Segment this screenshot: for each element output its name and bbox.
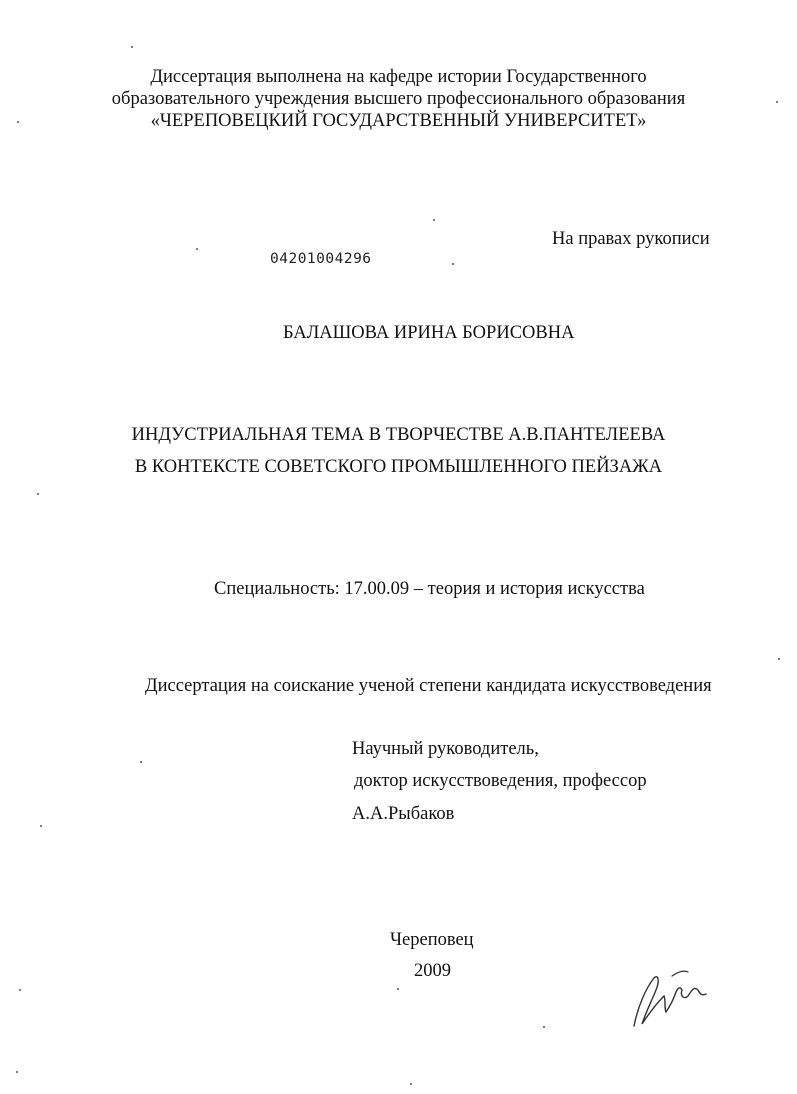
scan-speck	[140, 761, 142, 763]
advisor-name: А.А.Рыбаков	[352, 804, 455, 824]
title-line-2: В КОНТЕКСТЕ СОВЕТСКОГО ПРОМЫШЛЕННОГО ПЕЙЗАЖА	[134, 457, 663, 477]
degree-statement: Диссертация на соискание ученой степени кандидата искусствоведения	[145, 676, 712, 696]
dissertation-title	[0, 419, 797, 483]
scan-speck	[131, 46, 133, 48]
author-name: БАЛАШОВА ИРИНА БОРИСОВНА	[283, 323, 575, 343]
rights-note: На правах рукописи	[552, 229, 710, 249]
scan-speck	[410, 1083, 412, 1085]
scan-speck	[37, 493, 39, 495]
institution-line-1: Диссертация выполнена на кафедре истории Государственного	[150, 67, 647, 87]
scan-speck	[433, 219, 435, 221]
scan-speck	[397, 988, 399, 990]
scan-speck	[16, 1071, 18, 1073]
scan-speck	[778, 658, 780, 660]
specialty: Специальность: 17.00.09 – теория и история искусства	[214, 579, 645, 599]
advisor-degree: доктор искусствоведения, профессор	[354, 771, 647, 791]
year: 2009	[414, 961, 451, 981]
registration-number: 04201004296	[270, 251, 372, 267]
institution-line-2: образовательного учреждения высшего профессионального образования	[111, 89, 686, 109]
scan-speck	[17, 121, 19, 123]
scan-speck	[776, 101, 778, 103]
scan-speck	[40, 825, 42, 827]
institution-line-3: «ЧЕРЕПОВЕЦКИЙ ГОСУДАРСТВЕННЫЙ УНИВЕРСИТЕТ»	[150, 111, 647, 131]
advisor-label: Научный руководитель,	[352, 739, 539, 759]
scan-speck	[452, 263, 454, 265]
scan-speck	[543, 1026, 545, 1028]
title-line-1: ИНДУСТРИАЛЬНАЯ ТЕМА В ТВОРЧЕСТВЕ А.В.ПАНТЕЛЕЕВА	[131, 425, 666, 445]
institution-header	[0, 66, 797, 132]
scan-speck	[196, 248, 198, 250]
scan-speck	[19, 989, 21, 991]
signature-icon	[628, 966, 724, 1036]
city: Череповец	[390, 930, 474, 950]
